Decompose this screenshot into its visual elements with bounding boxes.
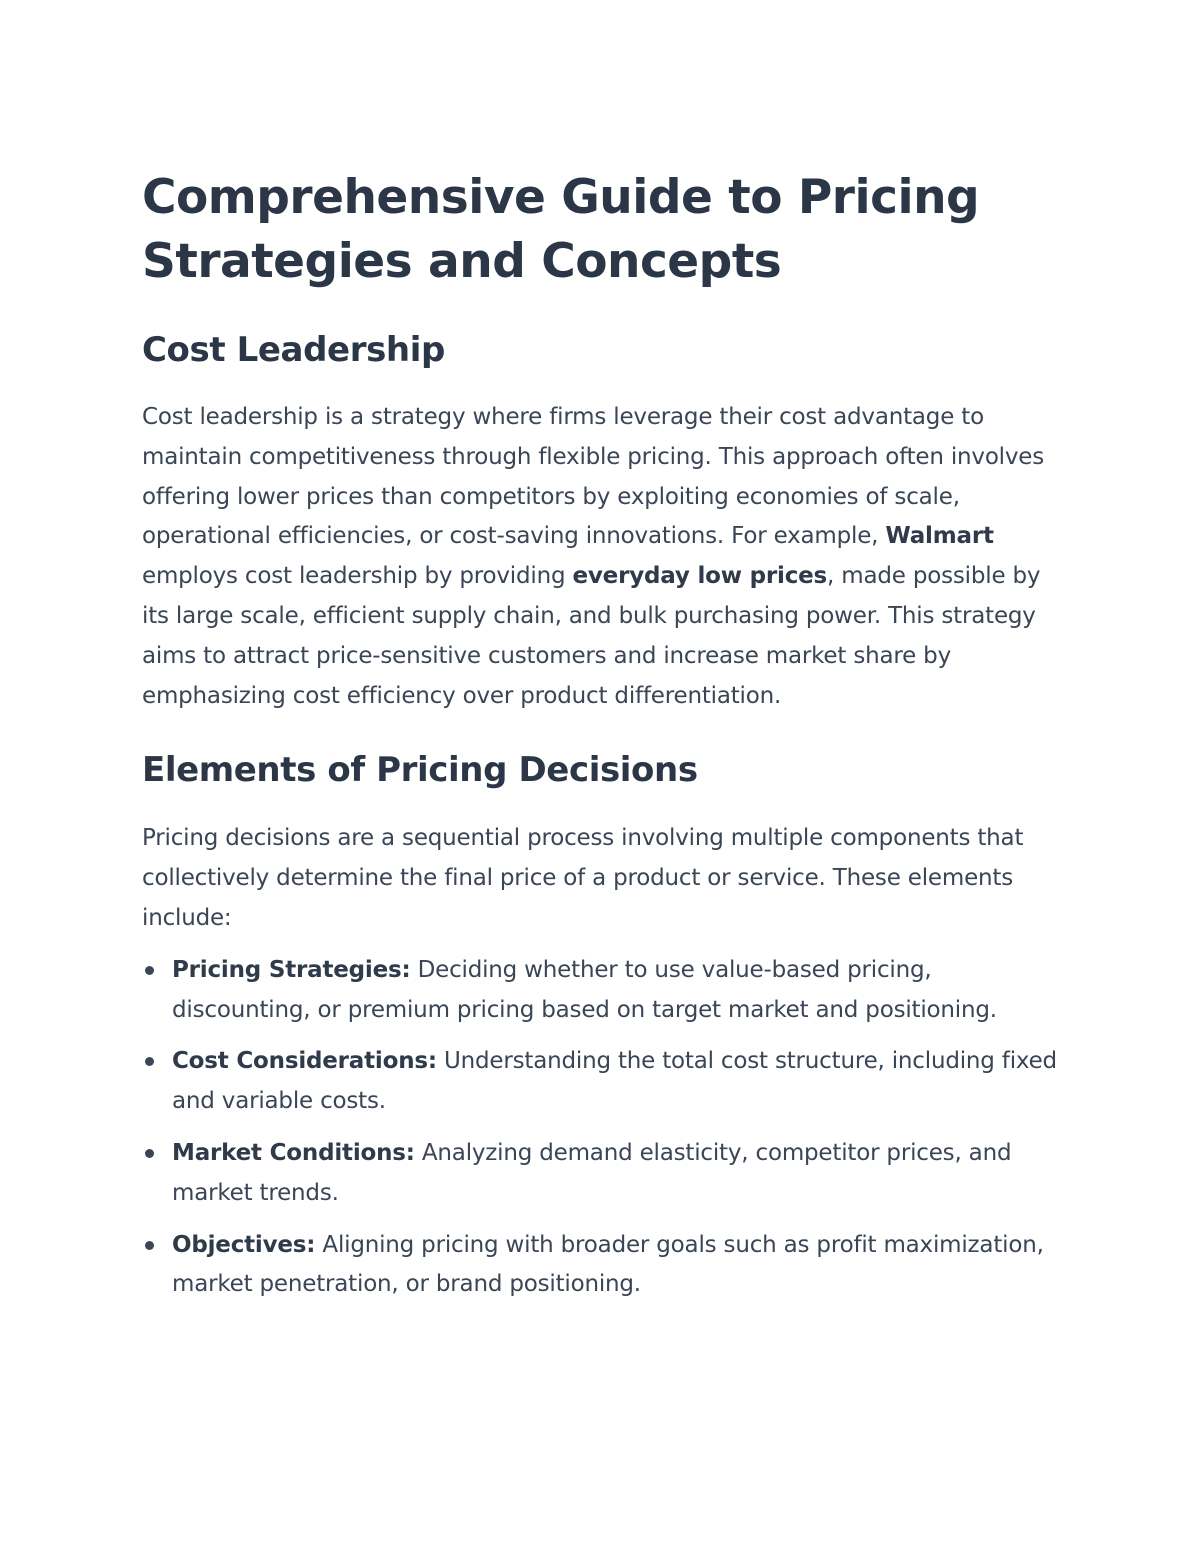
bullet-icon xyxy=(145,1241,154,1250)
list-item-label: Objectives: xyxy=(172,1231,316,1258)
page-title: Comprehensive Guide to Pricing Strategies and Concepts xyxy=(142,170,980,289)
paragraph-text: , made possible by its large scale, efficient supply chain, and bulk purchasing power. This strategy aims to attract price-sensitive customers and increase market share by emphasizing cost efficiency over product differentiation. xyxy=(142,563,1041,709)
document-page xyxy=(142,166,1072,1317)
bullet-icon xyxy=(145,966,154,975)
section-heading-elements-of-pricing: Elements of Pricing Decisions xyxy=(142,750,698,791)
list-item xyxy=(142,1134,1072,1214)
elements-intro-paragraph: Pricing decisions are a sequential process involving multiple components that collectively determine the final price of a product or service. These elements include: xyxy=(142,825,1024,931)
list-item-label: Cost Considerations: xyxy=(172,1048,437,1075)
list-item-text: Understanding the total cost structure, including fixed and variable costs. xyxy=(172,1048,1057,1115)
bold-term-walmart: Walmart xyxy=(885,523,994,550)
bullet-icon xyxy=(145,1057,154,1066)
list-item-label: Market Conditions: xyxy=(172,1139,415,1166)
list-item xyxy=(142,1226,1072,1306)
bold-term-everyday-low-prices: everyday low prices xyxy=(572,563,828,590)
paragraph-text: employs cost leadership by providing xyxy=(142,563,573,590)
list-item xyxy=(142,1042,1072,1122)
section-heading-cost-leadership: Cost Leadership xyxy=(142,330,445,370)
paragraph-text: Cost leadership is a strategy where firms leverage their cost advantage to maintain competitiveness through flexible pricing. This approach often involves offering lower prices than competitors by exploiting economies of scale, operational efficiencies, or cost-saving innovations. For example, xyxy=(142,404,1045,550)
list-item-label: Pricing Strategies: xyxy=(172,956,411,983)
list-item xyxy=(142,951,1072,1031)
elements-list xyxy=(142,951,1072,1305)
list-item-text: Aligning pricing with broader goals such as profit maximization, market penetration, or brand positioning. xyxy=(172,1231,1044,1298)
bullet-icon xyxy=(145,1149,154,1158)
list-item-text: Analyzing demand elasticity, competitor prices, and market trends. xyxy=(172,1139,1012,1206)
list-item-text: Deciding whether to use value-based pricing, discounting, or premium pricing based on target market and positioning. xyxy=(172,956,997,1023)
cost-leadership-paragraph xyxy=(142,398,1072,716)
